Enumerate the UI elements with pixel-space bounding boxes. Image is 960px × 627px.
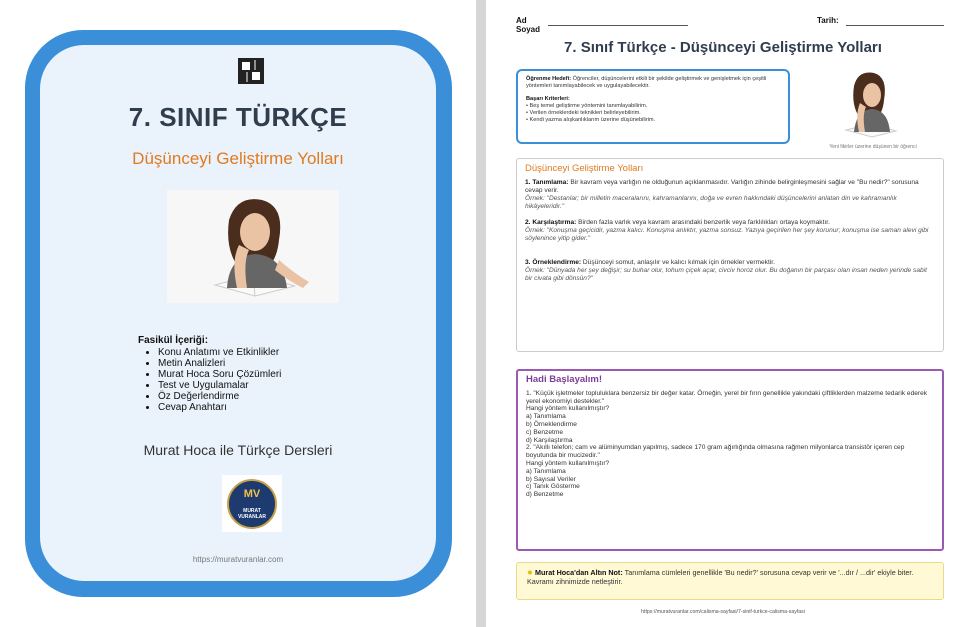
method-item: 1. Tanımlama: Bir kavram veya varlığın ne olduğunun açıklanmasıdır. Varlığın zihinde belirginleşmesini sağlar ve "Bu nedir?" sorusuna cevap verir. Örnek: "Destanlar; bir milletin maceralarını, kahramanlarını, doğa ve evren hakkındaki düşüncelerini anlatan din ve kahramanlık hikâyeleridir." — [525, 179, 919, 210]
answer-option: b) Sayısal Veriler — [526, 475, 576, 483]
learning-goal-box — [516, 69, 790, 144]
method-item: 3. Örneklendirme: Düşünceyi somut, anlaşılır ve kalıcı kılmak için örnekler vermektir. Örnek: "Dünyada her şey değişir; su buhar olur, tohum çiçek açar, civciv horoz olur. Bu doğanın bir parçası olan insan neden yerinde sabit bir civata gibi dönsün?" — [525, 259, 927, 282]
methods-box — [516, 158, 944, 352]
cover-subtitle: Düşünceyi Geliştirme Yolları — [132, 149, 344, 168]
answer-option: d) Karşılaştırma — [526, 436, 573, 444]
contents-item: • Cevap Anahtarı — [158, 402, 281, 413]
method-item: 2. Karşılaştırma: Birden fazla varlık veya kavram arasındaki benzerlik veya farklılıkları ortaya koymaktır. Örnek: "Konuşma geçicidir, yazma kalıcı. Konuşma anlıktır, yazma sonsuz. Yazıya geçirilen her şey korunur; konuşma ise saman alevi gibi söylenince yitip gider." — [525, 219, 929, 242]
worksheet-url[interactable]: https://muratvuranlar.com/calisma-sayfasi/7-sinif-turkce-calisma-sayfasi — [641, 609, 805, 615]
student-photo — [167, 190, 339, 303]
answer-option: a) Tanımlama — [526, 413, 566, 421]
exercise-line: Hangi yöntem kullanılmıştır? — [526, 459, 610, 467]
exercise-heading: Hadi Başlayalım! — [526, 374, 603, 385]
golden-note-box — [516, 562, 944, 600]
exercise-box — [516, 369, 944, 551]
answer-option: a) Tanımlama — [526, 467, 566, 475]
criteria-item: • Kendi yazma alışkanlıklarım üzerine düşünebilirim. — [526, 117, 656, 123]
contents-title: Fasikül İçeriği: — [138, 335, 209, 346]
contents-item: • Konu Anlatımı ve Etkinlikler — [158, 347, 281, 358]
cover-inner — [40, 45, 436, 581]
contents-list — [138, 347, 281, 413]
name-label: Ad Soyad — [516, 16, 541, 34]
methods-heading: Düşünceyi Geliştirme Yolları — [525, 163, 644, 174]
cover-author: Murat Hoca ile Türkçe Dersleri — [143, 442, 333, 458]
exercise-line: Hangi yöntem kullanılmıştır? — [526, 405, 610, 413]
contents-item: • Metin Analizleri — [158, 358, 281, 369]
qr-code-icon — [238, 58, 264, 84]
goal-text: Öğrenciler, düşüncelerini etkili bir şekilde geliştirmek ve genişletmek için çeşitli yöntemleri tanımlayabilecek ve uygulayabilecektir. — [526, 76, 767, 89]
exercise-line: 2. "Akıllı telefon; cam ve alüminyumdan yapılmış, sadece 170 gram ağırlığında olmasına rağmen milyonlarca transistör içeren cep boyutunda bir mucizedir." — [526, 444, 905, 460]
cover-title: 7. SINIF TÜRKÇE — [128, 102, 348, 132]
goal-label: Öğrenme Hedefi: — [526, 76, 572, 82]
criteria-title: Başarı Kriterleri: — [526, 96, 570, 102]
contents-item: • Murat Hoca Soru Çözümleri — [158, 369, 281, 380]
criteria-item: • Verilen örneklerdeki teknikleri belirleyebilirim. — [526, 110, 641, 116]
side-student-photo — [826, 68, 916, 140]
lightbulb-icon: ✹ — [527, 568, 534, 577]
contents-item: • Test ve Uygulamalar — [158, 380, 281, 391]
logo-badge-icon: MV MURAT VURANLAR — [227, 479, 277, 529]
contents-item: • Öz Değerlendirme — [158, 391, 281, 402]
answer-option: b) Örneklendirme — [526, 420, 577, 428]
cover-url[interactable]: https://muratvuranlar.com — [192, 555, 284, 564]
contents-block — [138, 335, 281, 413]
answer-option: c) Benzetme — [526, 428, 564, 436]
worksheet-page — [486, 0, 960, 627]
name-field[interactable] — [548, 25, 688, 26]
photo-caption: Yeni fikirler üzerine düşünen bir öğrenci — [829, 144, 917, 150]
cover-frame — [25, 30, 452, 597]
date-field[interactable] — [846, 25, 944, 26]
note-text: Tanımlama cümleleri genellikle 'Bu nedir?' sorusuna cevap verir ve '...dır / ...dir' ekiyle biter. Kavramı zihnimizde netleştirir. — [527, 568, 914, 586]
exercise-line: 1. "Küçük işletmeler topluluklara benzersiz bir değer katar. Örneğin, yerel bir fırın genellikle yakındaki çiftliklerden malzeme tedarik ederek yerel ekonomiyi destekler." — [526, 389, 928, 405]
answer-option: d) Benzetme — [526, 491, 564, 499]
date-label: Tarih: — [817, 16, 839, 25]
brand-logo — [222, 475, 282, 532]
note-label: Murat Hoca'dan Altın Not: — [535, 568, 623, 577]
answer-option: c) Tanık Gösterme — [526, 483, 580, 491]
criteria-item: • Beş temel geliştirme yöntemini tanımlayabilirim. — [526, 103, 648, 109]
cover-page — [0, 0, 476, 627]
worksheet-title: 7. Sınıf Türkçe - Düşünceyi Geliştirme Yolları — [564, 39, 882, 56]
